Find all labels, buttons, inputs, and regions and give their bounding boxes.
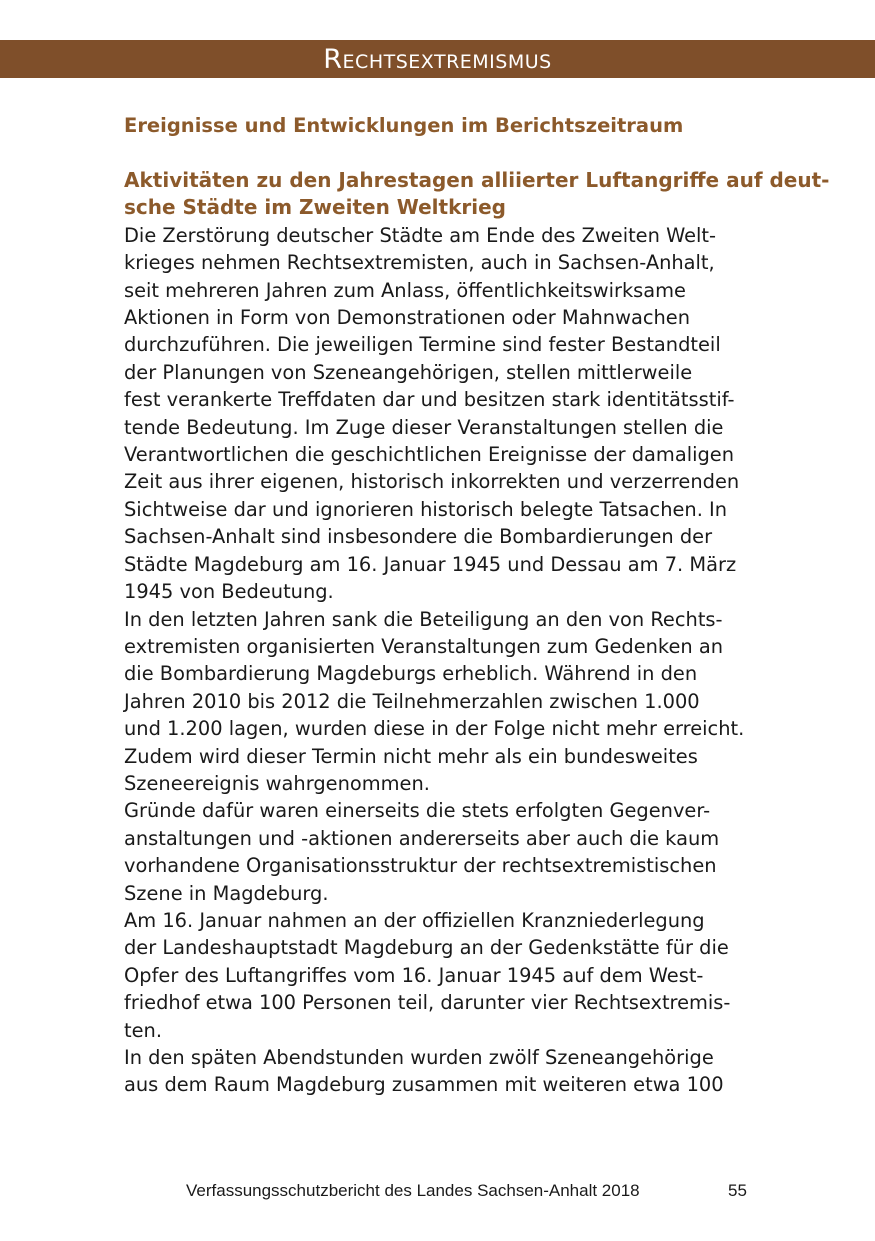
text-line: 1945 von Bedeutung. xyxy=(124,580,334,604)
text-line: Szene in Magdeburg. xyxy=(124,881,329,905)
text-line: In den letzten Jahren sank die Beteiligung an den von Rechts- xyxy=(124,607,723,631)
text-line: Städte Magdeburg am 16. Januar 1945 und Dessau am 7. März xyxy=(124,552,737,576)
page-number: 55 xyxy=(728,1181,747,1200)
section-heading: Ereignisse und Entwicklungen im Berichtszeitraum xyxy=(124,114,684,137)
text-line: Zudem wird dieser Termin nicht mehr als ein bundesweites xyxy=(124,744,698,768)
text-line: ten. xyxy=(124,1018,162,1042)
sub-heading xyxy=(124,167,830,222)
text-line: durchzuführen. Die jeweiligen Termine sind fester Bestandteil xyxy=(124,333,721,357)
paragraph-1 xyxy=(124,222,764,606)
paragraph-4 xyxy=(124,907,764,1044)
text-line: krieges nehmen Rechtsextremisten, auch in Sachsen-Anhalt, xyxy=(124,251,715,275)
text-line: der Landeshauptstadt Magdeburg an der Gedenkstätte für die xyxy=(124,936,729,960)
paragraph-3 xyxy=(124,797,764,907)
sub-heading-line: Aktivitäten zu den Jahrestagen alliierter Luftangriffe auf deut- xyxy=(124,168,830,192)
main-content xyxy=(124,112,830,1099)
text-line: und 1.200 lagen, wurden diese in der Folge nicht mehr erreicht. xyxy=(124,717,745,741)
text-line: aus dem Raum Magdeburg zusammen mit weiteren etwa 100 xyxy=(124,1073,724,1097)
text-line: Verantwortlichen die geschichtlichen Ereignisse der damaligen xyxy=(124,443,735,467)
sub-heading-line: sche Städte im Zweiten Weltkrieg xyxy=(124,195,507,220)
text-line: Am 16. Januar nahmen an der offiziellen Kranzniederlegung xyxy=(124,908,705,932)
footer-publication-title: Verfassungsschutzbericht des Landes Sachsen-Anhalt 2018 xyxy=(186,1181,640,1200)
text-line: Die Zerstörung deutscher Städte am Ende des Zweiten Welt- xyxy=(124,223,717,247)
text-line: Sachsen-Anhalt sind insbesondere die Bombardierungen der xyxy=(124,525,713,549)
chapter-title: Rechtsextremismus xyxy=(323,44,552,75)
text-line: seit mehreren Jahren zum Anlass, öffentlichkeitswirksame xyxy=(124,278,686,302)
text-line: friedhof etwa 100 Personen teil, darunter vier Rechtsextremis- xyxy=(124,991,731,1015)
text-line: der Planungen von Szeneangehörigen, stellen mittlerweile xyxy=(124,360,693,384)
text-line: vorhandene Organisationsstruktur der rechtsextremistischen xyxy=(124,854,717,878)
text-line: In den späten Abendstunden wurden zwölf Szeneangehörige xyxy=(124,1046,714,1069)
text-line: Opfer des Luftangriffes vom 16. Januar 1945 auf dem West- xyxy=(124,963,704,987)
text-line: Jahren 2010 bis 2012 die Teilnehmerzahlen zwischen 1.000 xyxy=(124,689,700,713)
text-line: fest verankerte Treffdaten dar und besitzen stark identitätsstif- xyxy=(124,388,735,412)
text-line: Szeneereignis wahrgenommen. xyxy=(124,771,430,795)
paragraph-2 xyxy=(124,606,764,798)
text-line: tende Bedeutung. Im Zuge dieser Veranstaltungen stellen die xyxy=(124,415,724,439)
text-line: Aktionen in Form von Demonstrationen oder Mahnwachen xyxy=(124,306,690,330)
text-line: anstaltungen und -aktionen andererseits aber auch die kaum xyxy=(124,826,720,850)
text-line: Sichtweise dar und ignorieren historisch belegte Tatsachen. In xyxy=(124,497,728,521)
text-line: Gründe dafür waren einerseits die stets erfolgten Gegenver- xyxy=(124,799,711,823)
paragraph-5 xyxy=(124,1044,764,1099)
text-line: die Bombardierung Magdeburgs erheblich. Während in den xyxy=(124,662,698,686)
text-line: extremisten organisierten Veranstaltungen zum Gedenken an xyxy=(124,634,724,658)
text-line: Zeit aus ihrer eigenen, historisch inkorrekten und verzerrenden xyxy=(124,470,740,494)
